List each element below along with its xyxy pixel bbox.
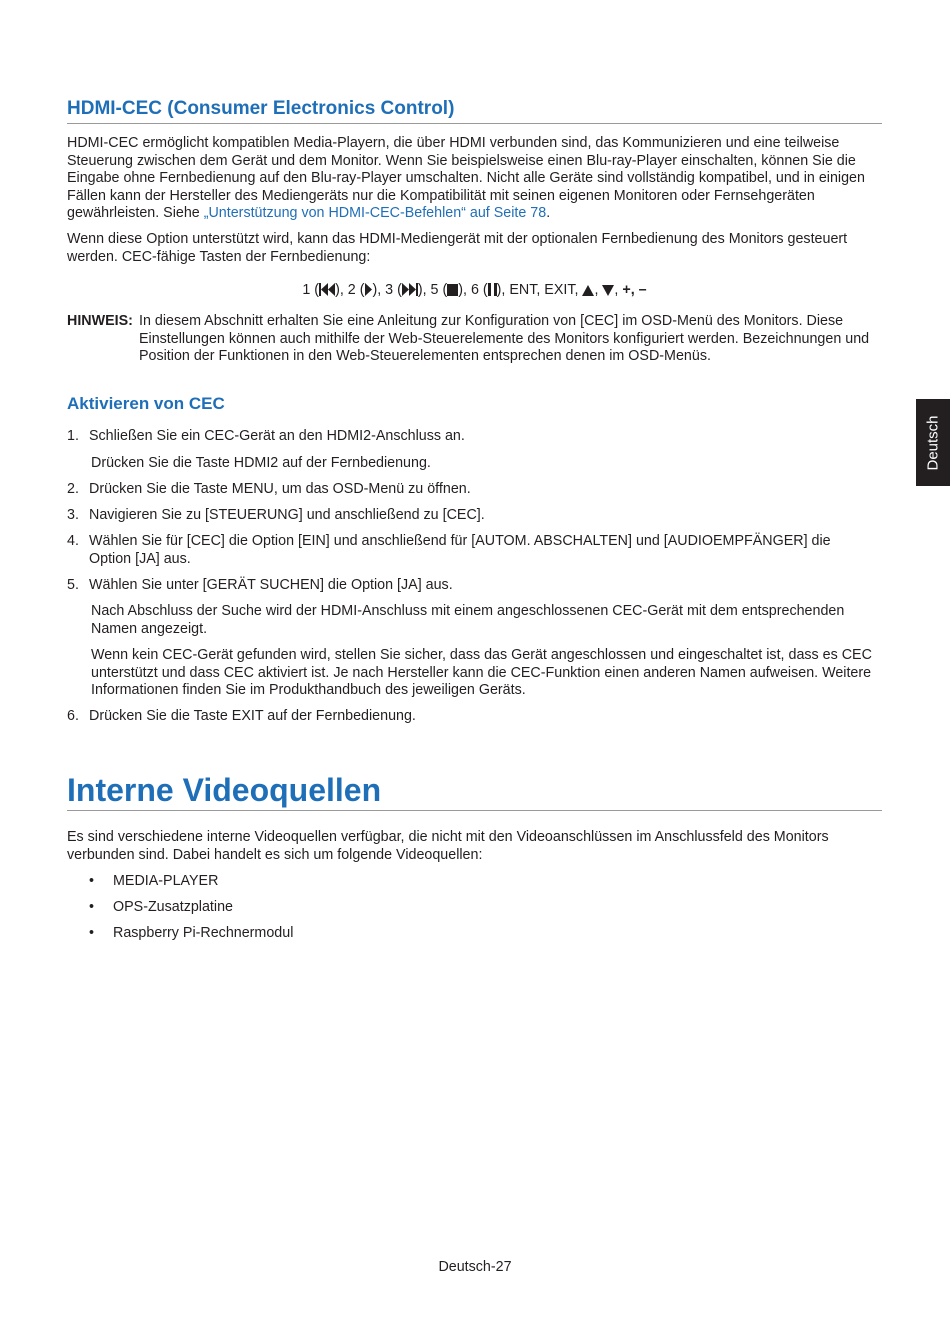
pause-icon (488, 283, 497, 296)
step-number: 1. (67, 428, 79, 444)
list-item: OPS-Zusatzplatine (113, 899, 233, 915)
bullet-marker: • (89, 899, 95, 915)
intro-paragraph: HDMI-CEC ermöglicht kompatiblen Media-Playern, die über HDMI verbunden sind, das Kommunizieren und eine teilweise Steuerung zwischen dem Gerät und dem Monitor. Wenn Sie beispielsweise einen Blu-ray-Player einschalten, können Sie die Eingabe ohne Fernbedienung auf den Blu-ray-Player umschalten. Nicht alle Geräte sind vollständig kompatibel, und in einigen Fällen kann der Hersteller des Mediengeräts nur die Kompatibilität mit seinen eigenen Monitoren oder Fernsehgeräten gewährleisten. Siehe „Unterstützung von HDMI-CEC-Befehlen“ auf Seite 78. (67, 135, 865, 221)
skip-back-icon (319, 283, 335, 296)
step-detail: Drücken Sie die Taste HDMI2 auf der Fernbedienung. (91, 455, 431, 471)
cec-key-list: 1 ( ), 2 ( ), 3 ( ), 5 ( ), 6 ( ), ENT, EXIT, , , +, – (302, 282, 647, 298)
down-arrow-icon (602, 285, 614, 296)
step-number: 3. (67, 507, 79, 523)
page-number: Deutsch-27 (438, 1259, 512, 1275)
step-detail: Wenn kein CEC-Gerät gefunden wird, stellen Sie sicher, dass das Gerät angeschlossen und eingeschaltet ist, dass es CEC unterstützt und dass CEC aktiviert ist. Je nach Hersteller kann die CEC-Funktion einen anderen Namen aufweisen. Weitere Informationen finden Sie im Produkthandbuch des jeweiligen Geräts. (91, 647, 872, 698)
bullet-marker: • (89, 925, 95, 941)
step-text: Drücken Sie die Taste MENU, um das OSD-Menü zu öffnen. (89, 481, 471, 497)
section-title: HDMI-CEC (Consumer Electronics Control) (67, 97, 882, 124)
list-item: Raspberry Pi-Rechnermodul (113, 925, 294, 941)
step-detail: Nach Abschluss der Suche wird der HDMI-Anschluss mit einem angeschlossenen CEC-Gerät mit dem entsprechenden Namen angezeigt. (91, 603, 845, 637)
step-number: 2. (67, 481, 79, 497)
cross-reference-link[interactable]: „Unterstützung von HDMI-CEC-Befehlen“ auf Seite 78 (203, 205, 547, 221)
step-text: Wählen Sie für [CEC] die Option [EIN] und anschließend für [AUTOM. ABSCHALTEN] und [AUDIOEMPFÄNGER] die Option [JA] aus. (89, 533, 831, 567)
chapter-intro: Es sind verschiedene interne Videoquellen verfügbar, die nicht mit den Videoanschlüssen im Anschlussfeld des Monitors verbunden sind. Dabei handelt es sich um folgende Videoquellen: (67, 829, 829, 863)
step-text: Schließen Sie ein CEC-Gerät an den HDMI2-Anschluss an. (89, 428, 465, 444)
step-number: 6. (67, 708, 79, 724)
list-item: MEDIA-PLAYER (113, 873, 219, 889)
intro-text: HDMI-CEC ermöglicht kompatiblen Media-Playern, die über HDMI verbunden sind, das Kommunizieren und eine teilweise Steuerung zwischen dem Gerät und dem Monitor. Wenn Sie beispielsweise einen Blu-ray-Player einschalten, können Sie die Eingabe ohne Fernbedienung auf den Blu-ray-Player umschalten. Nicht alle Geräte sind vollständig kompatibel, und in einigen Fällen kann der Hersteller des Mediengeräts nur die Kompatibilität mit seinen eigenen Monitoren oder Fernsehgeräten gewährleisten. Siehe (67, 135, 865, 221)
language-side-tab (916, 399, 950, 486)
step-text: Drücken Sie die Taste EXIT auf der Fernbedienung. (89, 708, 416, 724)
cec-paragraph: Wenn diese Option unterstützt wird, kann das HDMI-Mediengerät mit der optionalen Fernbedienung des Monitors gesteuert werden. CEC-fähige Tasten der Fernbedienung: (67, 231, 848, 265)
subsection-title: Aktivieren von CEC (67, 394, 225, 413)
step-number: 5. (67, 577, 79, 593)
up-arrow-icon (582, 285, 594, 296)
note-text: In diesem Abschnitt erhalten Sie eine Anleitung zur Konfiguration von [CEC] im OSD-Menü des Monitors. Diese Einstellungen können auch mithilfe der Web-Steuerelemente des Monitors konfiguriert werden. Bezeichnungen und Position der Funktionen in den Web-Steuerelementen entsprechen denen im OSD-Menüs. (139, 313, 870, 364)
skip-forward-icon (402, 283, 418, 296)
stop-icon (447, 284, 458, 296)
step-text: Navigieren Sie zu [STEUERUNG] und anschließend zu [CEC]. (89, 507, 485, 523)
chapter-title: Interne Videoquellen (67, 770, 882, 811)
note-label: HINWEIS: (67, 313, 133, 329)
language-tab-label: Deutsch (924, 414, 942, 471)
step-text: Wählen Sie unter [GERÄT SUCHEN] die Option [JA] aus. (89, 577, 453, 593)
bullet-marker: • (89, 873, 95, 889)
step-number: 4. (67, 533, 79, 549)
